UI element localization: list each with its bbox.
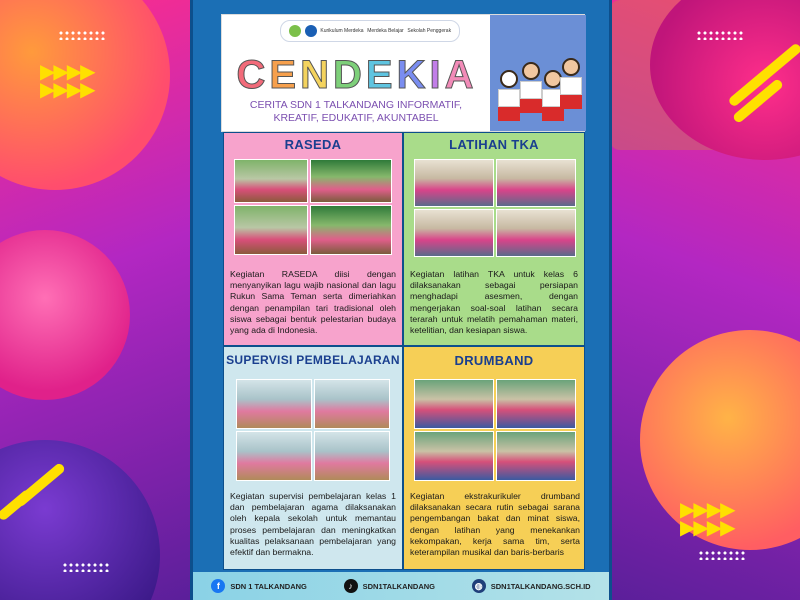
tiktok-label: SDN1TALKANDANG [362,581,435,591]
website-label: SDN1TALKANDANG.SCH.ID [490,581,591,591]
activity-photo [414,159,494,207]
title-letter: E [269,53,301,97]
decor-chevrons: ▶▶▶▶ ▶▶▶▶ [680,497,734,539]
poster [190,0,612,600]
panel-title: LATIHAN TKA [449,137,539,152]
panel-latihan-tka [403,132,585,346]
title-letter: A [444,53,478,97]
panel-title: RASEDA [284,137,342,152]
tiktok-link[interactable] [344,579,435,593]
panel-description: Kegiatan latihan TKA untuk kelas 6 dilaksanakan sebagai persiapan menghadapi asesmen, dengan mengerjakan soal-soal latihan secara terarah untuk melatih pemahaman materi, ketelitian, dan kesiapan siswa. [410,269,578,336]
facebook-link[interactable] [211,579,307,593]
activity-photo [496,159,576,207]
hardiknas-logo-icon [289,25,301,37]
decor-blob [0,440,160,600]
activity-photo [310,159,392,203]
decor-chevrons: ▶▶▶▶ ▶▶▶▶ [40,59,94,101]
student-figure [498,70,520,121]
activity-photo [496,431,576,481]
decor-dots [696,30,744,40]
title-letter: D [332,53,366,97]
tut-wuri-handayani-logo-icon [305,25,317,37]
panel-title: SUPERVISI PEMBELAJARAN [226,353,400,367]
activity-photo [234,205,308,255]
facebook-icon: f [211,579,225,593]
tiktok-icon: ♪ [344,579,358,593]
activity-photo [236,379,312,429]
activity-photo [314,379,390,429]
logo-label: Kurikulum Merdeka [320,28,364,34]
students-mascot [490,15,586,131]
panel-description: Kegiatan ekstrakurikuler drumband dilaksanakan secara rutin sebagai sarana pengembangan bakat dan minat siswa, dengan latihan yang menekankan kekompakan, kerja sama tim, serta keterampilan musikal dan baris-berbaris [410,491,580,558]
background-right [610,0,800,600]
title-letter: C [236,53,270,97]
poster-header [221,14,585,132]
title-letter: N [300,53,333,97]
student-figure [520,62,542,113]
decor-dots [58,30,106,40]
activity-photo [414,379,494,429]
logo-label: Sekolah Penggerak [407,28,452,34]
logo-label: Merdeka Belajar [367,28,404,34]
footer-social-bar [193,572,609,600]
activity-photo [496,379,576,429]
page-title [232,53,482,98]
decor-blob [0,230,130,400]
logo-strip [280,20,460,42]
title-letter: E [365,53,397,97]
facebook-label: SDN 1 TALKANDANG [230,581,307,591]
globe-icon: ◍ [472,579,486,593]
website-link[interactable] [472,579,591,593]
activity-photo [496,209,576,257]
activity-photo [414,209,494,257]
student-figure [560,58,582,109]
panel-description: Kegiatan RASEDA diisi dengan menyanyikan lagu wajib nasional dan lagu Rukun Sama Teman serta dimeriahkan dengan penampilan tari tradisional oleh siswa sebagai bentuk pelestarian budaya yang ada di Indonesia. [230,269,396,336]
activity-photo [314,431,390,481]
panel-title: DRUMBAND [454,353,534,368]
activity-photo [310,205,392,255]
panel-supervisi-pembelajaran [223,346,403,570]
panel-description: Kegiatan supervisi pembelajaran kelas 1 dan pembelajaran agama dilaksanakan oleh kepala sekolah untuk memantau proses pembelajaran dan meningkatkan kualitas pelaksanaan pembelajaran yang efektif dan bermakna. [230,491,396,558]
activity-photo [234,159,308,203]
panel-raseda [223,132,403,346]
panel-drumband [403,346,585,570]
activity-photo [236,431,312,481]
decor-dots [698,550,746,560]
activity-photo [414,431,494,481]
background-left [0,0,190,600]
decor-dots [62,562,110,572]
title-letter: I [429,53,445,97]
title-letter: K [396,53,430,97]
page-subtitle: CERITA SDN 1 TALKANDANG INFORMATIF, KREATIF, EDUKATIF, AKUNTABEL [249,99,463,124]
